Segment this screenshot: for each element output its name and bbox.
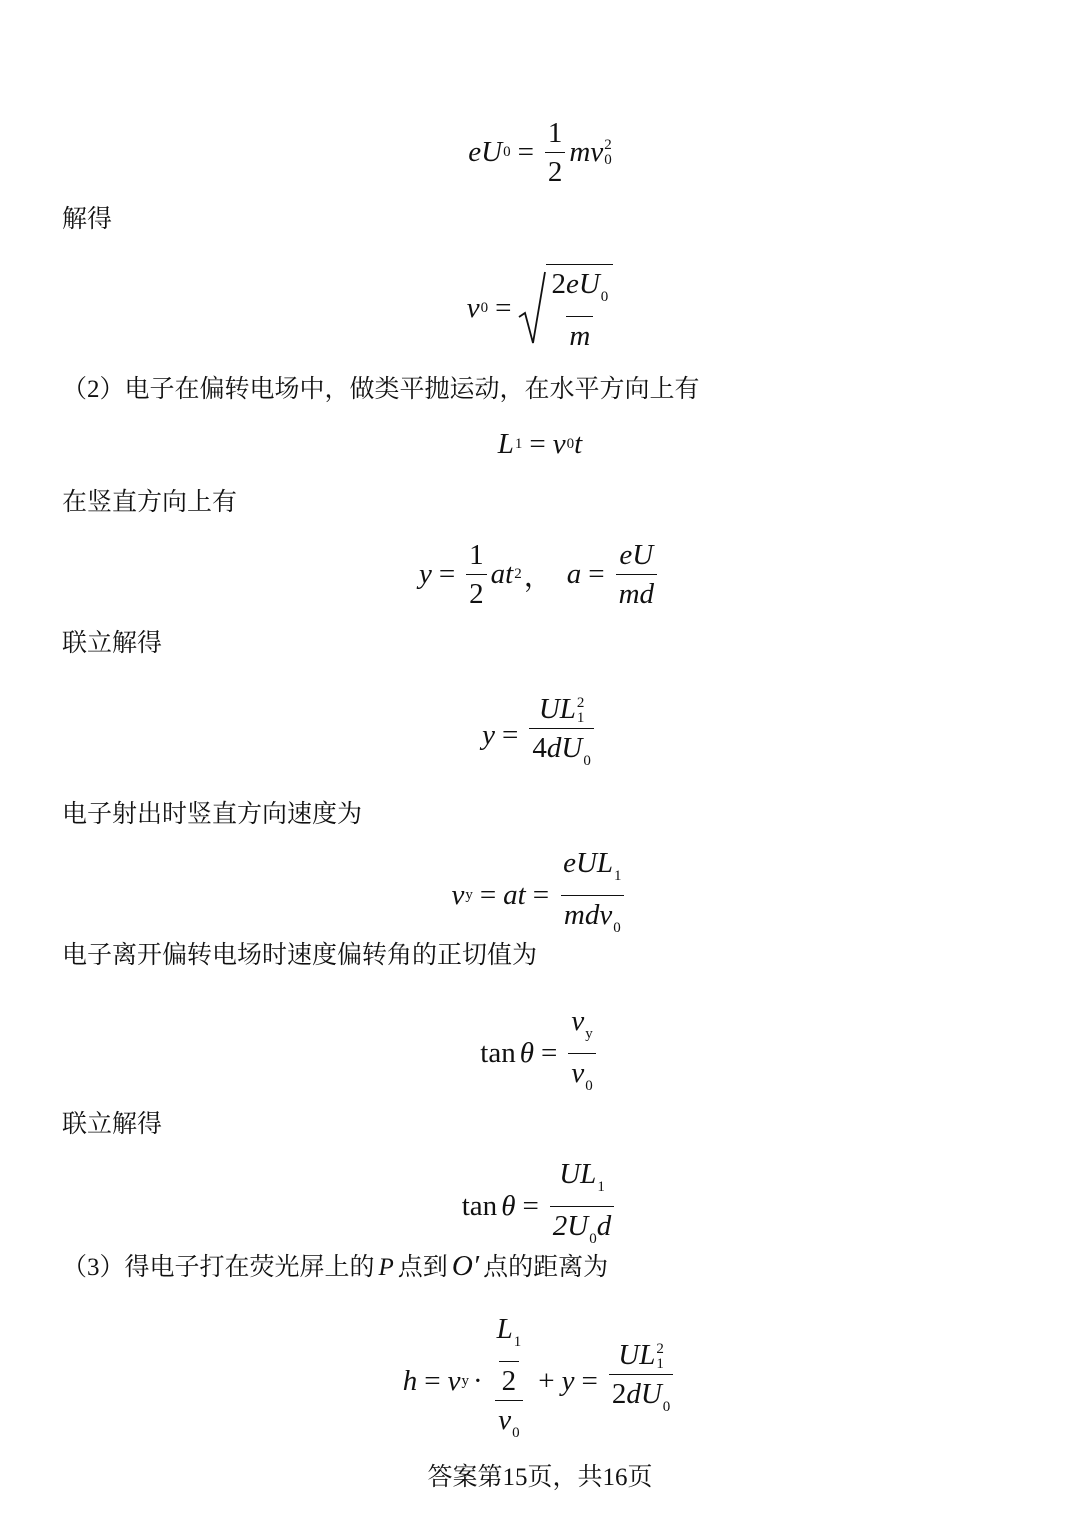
sub-one: 1 <box>513 1334 522 1350</box>
frac-denominator: m <box>566 316 593 353</box>
equation-energy <box>0 116 1080 189</box>
var-v: v <box>552 428 566 460</box>
var-UL: UL <box>538 693 576 725</box>
var-dU: dU <box>626 1378 662 1411</box>
frac-numerator: 1 <box>469 539 484 571</box>
point-P: P <box>378 1254 394 1281</box>
equals-sign: = <box>495 292 512 324</box>
frac-denominator <box>568 1053 595 1103</box>
equals-sign: = <box>479 879 497 911</box>
equation-v0 <box>0 264 1080 353</box>
func-tan: tan <box>461 1190 498 1222</box>
sub-one: 1 <box>514 436 523 452</box>
equals-sign: = <box>438 558 456 590</box>
var-y: y <box>418 558 432 590</box>
var-v: v <box>571 1057 585 1089</box>
frac-denominator <box>609 1374 673 1424</box>
equals-sign: = <box>581 1364 598 1397</box>
equals-sign: = <box>529 428 546 460</box>
var-t: t <box>574 428 583 460</box>
var-y: y <box>561 1364 575 1397</box>
var-theta: θ <box>519 1037 534 1069</box>
var-m: m <box>569 136 591 168</box>
var-eUL: eUL <box>563 847 614 879</box>
inner-numerator <box>494 1312 525 1361</box>
frac-numerator <box>560 846 624 895</box>
frac-numerator: eU <box>619 539 654 571</box>
sub-y: y <box>465 887 473 903</box>
sub-zero: 0 <box>480 300 489 316</box>
equation-h <box>0 1312 1080 1450</box>
equals-sign: = <box>532 879 550 911</box>
frac-numerator <box>556 1157 608 1206</box>
frac-denominator <box>495 1400 522 1450</box>
frac-numerator <box>615 1338 667 1374</box>
var-a: a <box>490 558 506 590</box>
equals-sign: = <box>540 1037 558 1069</box>
var-v: v <box>498 1404 512 1436</box>
radical-sign-icon <box>518 271 546 347</box>
var-v: v <box>599 899 613 931</box>
equation-tan-result <box>0 1157 1080 1256</box>
inner-denominator: 2 <box>499 1361 520 1398</box>
sub-zero: 0 <box>583 753 591 770</box>
var-v: v <box>451 879 465 911</box>
var-v: v <box>590 136 604 168</box>
equation-vertical <box>0 538 1080 611</box>
text-lianli-2: 联立解得 <box>62 1111 163 1138</box>
part3-mid: 点到 <box>397 1254 448 1281</box>
fraction <box>529 692 593 778</box>
equals-sign: = <box>502 718 519 751</box>
part3-suffix: 点的距离为 <box>483 1254 609 1281</box>
frac-numerator <box>491 1312 528 1400</box>
fraction <box>616 538 657 611</box>
fraction <box>548 267 611 353</box>
var-d: d <box>596 1210 612 1242</box>
frac-denominator <box>529 728 593 778</box>
num-two: 2 <box>551 268 566 300</box>
text-part2-intro: （2）电子在偏转电场中，做类平抛运动，在水平方向上有 <box>62 376 700 403</box>
var-e: e <box>565 268 579 300</box>
sub-zero: 0 <box>585 1078 593 1094</box>
equation-y-result <box>0 692 1080 778</box>
text-lianli-1: 联立解得 <box>62 630 163 657</box>
fraction <box>560 846 624 945</box>
equation-tan <box>0 1004 1080 1103</box>
sub-one: 1 <box>576 710 585 727</box>
sub-zero: 0 <box>512 1425 520 1441</box>
inner-fraction <box>494 1312 525 1398</box>
var-a: a <box>566 558 582 590</box>
frac-numerator <box>548 267 611 316</box>
text-vy-intro: 电子射出时竖直方向速度为 <box>62 801 363 828</box>
sup-two: 2 <box>576 695 585 712</box>
frac-numerator <box>568 1004 595 1053</box>
plus-sign: + <box>538 1364 555 1397</box>
dot-operator: · <box>472 1364 483 1397</box>
var-a: a <box>503 879 518 911</box>
var-v: v <box>466 292 480 324</box>
var-e: e <box>468 136 482 168</box>
equals-sign: = <box>424 1364 441 1397</box>
var-t: t <box>505 558 514 590</box>
fraction <box>550 1157 614 1256</box>
text-tan-intro: 电子离开偏转电场时速度偏转角的正切值为 <box>62 942 538 969</box>
fraction-half <box>545 116 566 189</box>
comma: ， <box>523 561 553 593</box>
num-four: 4 <box>532 732 547 765</box>
var-md: md <box>563 899 600 931</box>
square-root <box>518 264 613 353</box>
var-U: U <box>578 268 600 300</box>
fraction <box>568 1004 595 1103</box>
subsup <box>604 138 612 168</box>
equals-sign: = <box>517 136 534 168</box>
sub-zero: 0 <box>604 151 612 168</box>
fraction <box>609 1338 673 1424</box>
text-part3-intro <box>62 1251 608 1283</box>
var-dU: dU <box>546 732 583 765</box>
var-2U: 2U <box>552 1210 589 1242</box>
page-footer: 答案第15页，共16页 <box>427 1464 653 1491</box>
sub-y: y <box>461 1372 469 1389</box>
sub-one: 1 <box>597 1179 605 1195</box>
equals-sign: = <box>588 558 605 590</box>
sub-zero: 0 <box>503 144 511 160</box>
var-U: U <box>481 136 503 168</box>
sub-zero: 0 <box>566 436 575 452</box>
var-y: y <box>482 718 496 751</box>
sub-zero: 0 <box>600 289 609 305</box>
var-UL: UL <box>618 1338 656 1371</box>
frac-denominator: md <box>616 574 657 611</box>
sup-two: 2 <box>604 136 612 153</box>
sup-two: 2 <box>656 1341 664 1358</box>
num-two: 2 <box>611 1378 627 1411</box>
radicand <box>546 264 613 353</box>
var-theta: θ <box>501 1190 516 1222</box>
equation-horizontal <box>0 428 1080 461</box>
sub-y: y <box>585 1026 593 1042</box>
frac-numerator <box>536 692 588 728</box>
sub-zero: 0 <box>662 1399 671 1416</box>
sub-one: 1 <box>614 868 622 884</box>
equals-sign: = <box>522 1190 539 1222</box>
func-tan: tan <box>480 1037 516 1069</box>
frac-denominator <box>561 895 624 945</box>
equation-vy <box>0 846 1080 945</box>
var-t: t <box>517 879 526 911</box>
text-jiede-1: 解得 <box>62 206 113 233</box>
var-L: L <box>497 428 514 460</box>
text-vertical-dir: 在竖直方向上有 <box>62 489 238 516</box>
var-UL: UL <box>559 1158 597 1190</box>
frac-numerator: 1 <box>547 117 563 149</box>
sub-zero: 0 <box>589 1231 597 1247</box>
point-O-prime: O′ <box>451 1250 480 1282</box>
frac-denominator: 2 <box>545 152 566 189</box>
var-v: v <box>447 1364 461 1397</box>
sub-one: 1 <box>656 1356 664 1373</box>
compound-fraction <box>491 1312 528 1450</box>
frac-denominator: 2 <box>466 574 487 611</box>
sub-zero: 0 <box>613 920 621 936</box>
subsup <box>656 1342 664 1372</box>
frac-denominator <box>550 1206 614 1256</box>
part3-prefix: （3）得电子打在荧光屏上的 <box>62 1254 375 1281</box>
var-v: v <box>571 1005 585 1037</box>
var-h: h <box>402 1364 418 1397</box>
var-L: L <box>496 1313 513 1345</box>
sup-two: 2 <box>514 566 522 582</box>
subsup <box>577 696 585 726</box>
fraction-half <box>466 538 487 611</box>
